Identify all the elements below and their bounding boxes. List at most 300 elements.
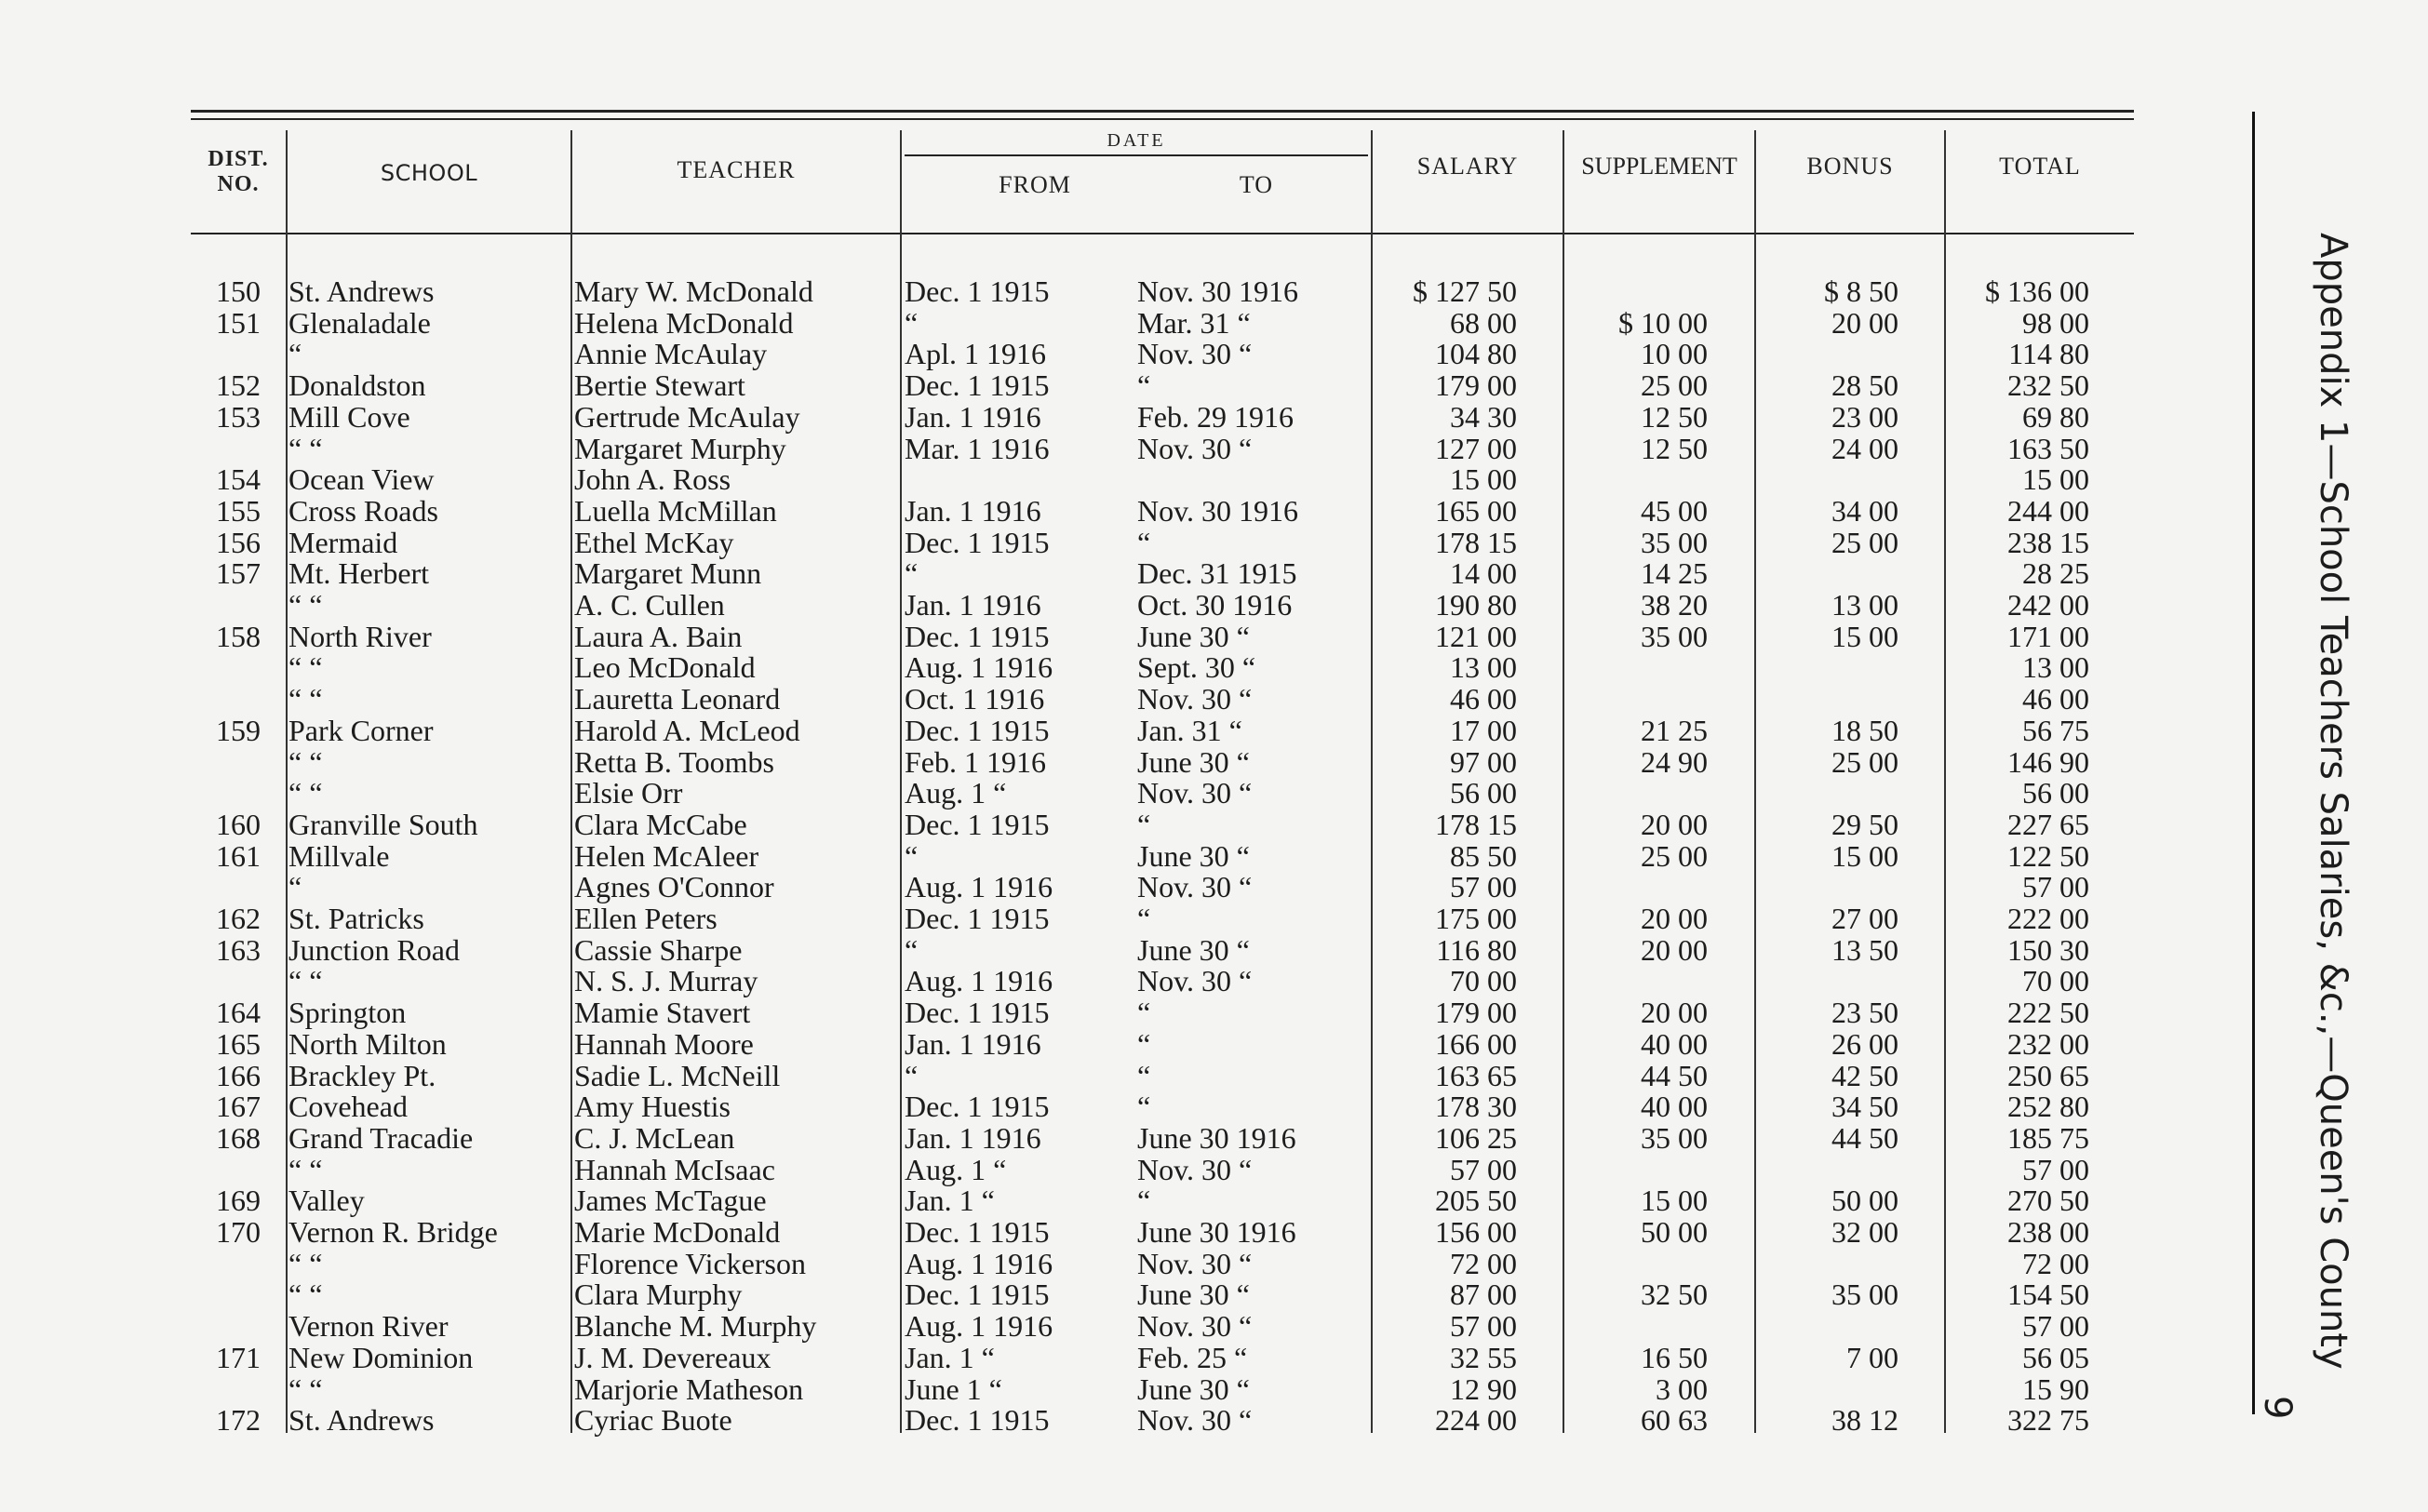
cell-total: 185 75	[2007, 1120, 2089, 1155]
cell-to: Nov. 30 1916	[1137, 274, 1299, 308]
cell-salary: 166 00	[1435, 1026, 1517, 1061]
table-row	[0, 683, 2159, 715]
cell-school: “ “	[288, 964, 323, 998]
table-row	[0, 746, 2159, 778]
cell-from: Jan. 1 1916	[905, 493, 1041, 528]
cell-to: Nov. 30 “	[1137, 776, 1253, 810]
table-row	[0, 621, 2159, 652]
cell-supplement: 20 00	[1641, 902, 1708, 935]
cell-teacher: Luella McMillan	[574, 493, 777, 528]
cell-supplement: 15 00	[1641, 1184, 1708, 1218]
cell-school: Springton	[288, 996, 407, 1030]
cell-total: 98 00	[2022, 305, 2089, 340]
cell-to: Dec. 31 1915	[1137, 556, 1297, 591]
cell-teacher: Harold A. McLeod	[574, 713, 800, 747]
cell-supplement: 20 00	[1641, 807, 1708, 841]
cell-school: Covehead	[288, 1090, 408, 1124]
cell-from: Aug. 1 1916	[905, 870, 1053, 904]
cell-salary: 190 80	[1435, 588, 1517, 622]
cell-total: 222 00	[2007, 902, 2089, 935]
table-row	[0, 1091, 2159, 1122]
cell-school: St. Patricks	[288, 902, 424, 935]
header-dist-no: DIST. NO.	[208, 147, 269, 196]
cell-supplement: 35 00	[1641, 525, 1708, 559]
cell-teacher: Blanche M. Murphy	[574, 1309, 817, 1344]
cell-bonus: 34 00	[1831, 493, 1898, 528]
cell-dist: 152	[216, 368, 261, 403]
cell-supplement: 40 00	[1641, 1090, 1708, 1124]
cell-to: “	[1137, 1058, 1151, 1092]
cell-dist: 162	[216, 902, 261, 935]
cell-supplement: 21 25	[1641, 713, 1708, 747]
cell-teacher: Retta B. Toombs	[574, 744, 774, 779]
table-row	[0, 1342, 2159, 1373]
cell-bonus: 23 50	[1831, 996, 1898, 1030]
cell-teacher: Clara Murphy	[574, 1278, 743, 1312]
cell-to: June 30 1916	[1137, 1120, 1296, 1155]
cell-dist: 160	[216, 807, 261, 841]
cell-teacher: Florence Vickerson	[574, 1246, 806, 1280]
cell-to: “	[1137, 807, 1151, 841]
cell-total: 57 00	[2022, 1309, 2089, 1344]
table-row	[0, 1028, 2159, 1060]
cell-school: Ocean View	[288, 462, 435, 497]
cell-total: 232 50	[2007, 368, 2089, 403]
cell-from: Aug. 1 1916	[905, 1309, 1053, 1344]
cell-total: 250 65	[2007, 1058, 2089, 1092]
cell-salary: $ 127 50	[1413, 274, 1517, 308]
cell-from: Dec. 1 1915	[905, 1403, 1050, 1438]
cell-school: Mermaid	[288, 525, 398, 559]
cell-supplement: 12 50	[1641, 399, 1708, 434]
cell-school: “ “	[288, 776, 323, 810]
cell-from: Dec. 1 1915	[905, 996, 1050, 1030]
cell-supplement: 35 00	[1641, 619, 1708, 653]
cell-dist: 154	[216, 462, 261, 497]
cell-bonus: 38 12	[1831, 1403, 1898, 1438]
cell-to: Nov. 30 “	[1137, 682, 1253, 716]
cell-supplement: 14 25	[1641, 556, 1708, 591]
cell-salary: 85 50	[1450, 838, 1517, 873]
table-row	[0, 840, 2159, 872]
cell-dist: 156	[216, 525, 261, 559]
cell-bonus: 23 00	[1831, 399, 1898, 434]
cell-salary: 156 00	[1435, 1215, 1517, 1249]
cell-dist: 171	[216, 1340, 261, 1374]
cell-salary: 13 00	[1450, 650, 1517, 685]
cell-school: North River	[288, 619, 432, 653]
cell-to: Sept. 30 “	[1137, 650, 1256, 685]
cell-salary: 17 00	[1450, 713, 1517, 747]
cell-total: 146 90	[2007, 744, 2089, 779]
cell-school: North Milton	[288, 1026, 447, 1061]
table-row	[0, 401, 2159, 433]
cell-dist: 164	[216, 996, 261, 1030]
cell-salary: 57 00	[1450, 1309, 1517, 1344]
cell-teacher: Amy Huestis	[574, 1090, 731, 1124]
table-row	[0, 275, 2159, 307]
cell-teacher: Agnes O'Connor	[574, 870, 774, 904]
cell-total: 56 05	[2022, 1340, 2089, 1374]
cell-teacher: Bertie Stewart	[574, 368, 745, 403]
cell-to: “	[1137, 368, 1151, 403]
header-date: DATE	[1107, 130, 1166, 151]
cell-total: 56 75	[2022, 713, 2089, 747]
cell-bonus: 25 00	[1831, 744, 1898, 779]
cell-teacher: Lauretta Leonard	[574, 682, 781, 716]
cell-supplement: 10 00	[1641, 337, 1708, 371]
cell-total: 227 65	[2007, 807, 2089, 841]
table-row	[0, 589, 2159, 621]
table-row	[0, 934, 2159, 966]
cell-to: Feb. 25 “	[1137, 1340, 1248, 1374]
cell-bonus: 18 50	[1831, 713, 1898, 747]
cell-to: Jan. 31 “	[1137, 713, 1242, 747]
date-subrule	[905, 154, 1368, 156]
cell-dist: 159	[216, 713, 261, 747]
cell-supplement: 20 00	[1641, 932, 1708, 967]
cell-school: “ “	[288, 588, 323, 622]
cell-to: Nov. 30 “	[1137, 1403, 1253, 1438]
cell-salary: 165 00	[1435, 493, 1517, 528]
header-total: TOTAL	[1999, 153, 2081, 180]
cell-teacher: Annie McAulay	[574, 337, 768, 371]
cell-from: June 1 “	[905, 1372, 1002, 1406]
cell-salary: 205 50	[1435, 1184, 1517, 1218]
cell-total: 56 00	[2022, 776, 2089, 810]
cell-school: Mill Cove	[288, 399, 410, 434]
cell-from: “	[905, 556, 919, 591]
cell-total: 270 50	[2007, 1184, 2089, 1218]
cell-bonus: 15 00	[1831, 838, 1898, 873]
cell-supplement: 16 50	[1641, 1340, 1708, 1374]
cell-from: Jan. 1 1916	[905, 399, 1041, 434]
cell-supplement: 40 00	[1641, 1026, 1708, 1061]
cell-salary: 34 30	[1450, 399, 1517, 434]
cell-salary: 46 00	[1450, 682, 1517, 716]
cell-from: Dec. 1 1915	[905, 368, 1050, 403]
cell-total: 13 00	[2022, 650, 2089, 685]
cell-school: Cross Roads	[288, 493, 438, 528]
cell-total: $ 136 00	[1985, 274, 2089, 308]
cell-bonus: 35 00	[1831, 1278, 1898, 1312]
cell-school: Grand Tracadie	[288, 1120, 474, 1155]
cell-from: “	[905, 305, 919, 340]
cell-salary: 178 15	[1435, 807, 1517, 841]
cell-salary: 97 00	[1450, 744, 1517, 779]
cell-from: Mar. 1 1916	[905, 431, 1050, 465]
cell-teacher: C. J. McLean	[574, 1120, 735, 1155]
table-row	[0, 527, 2159, 558]
cell-dist: 155	[216, 493, 261, 528]
cell-bonus: 15 00	[1831, 619, 1898, 653]
cell-from: Jan. 1 1916	[905, 1026, 1041, 1061]
cell-to: “	[1137, 1090, 1151, 1124]
table-row	[0, 557, 2159, 589]
top-rule-2	[191, 118, 2134, 120]
cell-school: “ “	[288, 650, 323, 685]
cell-from: Dec. 1 1915	[905, 902, 1050, 935]
cell-teacher: John A. Ross	[574, 462, 731, 497]
cell-salary: 163 65	[1435, 1058, 1517, 1092]
cell-from: Jan. 1 1916	[905, 1120, 1041, 1155]
table-row	[0, 495, 2159, 527]
cell-school: “	[288, 870, 302, 904]
cell-to: June 30 “	[1137, 744, 1250, 779]
table-row	[0, 369, 2159, 401]
cell-from: Dec. 1 1915	[905, 1278, 1050, 1312]
cell-salary: 87 00	[1450, 1278, 1517, 1312]
cell-supplement: 45 00	[1641, 493, 1708, 528]
cell-school: New Dominion	[288, 1340, 474, 1374]
cell-salary: 175 00	[1435, 902, 1517, 935]
cell-supplement: 12 50	[1641, 431, 1708, 465]
cell-from: Dec. 1 1915	[905, 1090, 1050, 1124]
cell-total: 69 80	[2022, 399, 2089, 434]
cell-total: 15 90	[2022, 1372, 2089, 1406]
cell-dist: 165	[216, 1026, 261, 1061]
cell-teacher: Cyriac Buote	[574, 1403, 732, 1438]
cell-bonus: 25 00	[1831, 525, 1898, 559]
cell-supplement: 44 50	[1641, 1058, 1708, 1092]
cell-total: 122 50	[2007, 838, 2089, 873]
cell-school: St. Andrews	[288, 274, 435, 308]
cell-to: Nov. 30 “	[1137, 337, 1253, 371]
cell-dist: 157	[216, 556, 261, 591]
header-school: SCHOOL	[380, 160, 478, 186]
table-row	[0, 777, 2159, 809]
table-row	[0, 1310, 2159, 1342]
cell-to: “	[1137, 1184, 1151, 1218]
cell-from: Aug. 1 “	[905, 1152, 1007, 1186]
cell-school: “ “	[288, 1152, 323, 1186]
cell-total: 154 50	[2007, 1278, 2089, 1312]
cell-total: 15 00	[2022, 462, 2089, 497]
cell-teacher: Elsie Orr	[574, 776, 683, 810]
cell-total: 28 25	[2022, 556, 2089, 591]
cell-from: “	[905, 838, 919, 873]
cell-bonus: 13 50	[1831, 932, 1898, 967]
cell-salary: 224 00	[1435, 1403, 1517, 1438]
cell-salary: 15 00	[1450, 462, 1517, 497]
cell-salary: 72 00	[1450, 1246, 1517, 1280]
cell-from: “	[905, 1058, 919, 1092]
cell-dist: 151	[216, 305, 261, 340]
cell-dist: 172	[216, 1403, 261, 1438]
header-from: FROM	[999, 171, 1071, 198]
cell-teacher: Hannah Moore	[574, 1026, 754, 1061]
cell-teacher: Marjorie Matheson	[574, 1372, 804, 1406]
cell-school: “ “	[288, 682, 323, 716]
cell-bonus: 24 00	[1831, 431, 1898, 465]
cell-to: “	[1137, 525, 1151, 559]
cell-school: “ “	[288, 1246, 323, 1280]
cell-to: June 30 “	[1137, 1372, 1250, 1406]
header-teacher: TEACHER	[677, 156, 796, 183]
cell-total: 150 30	[2007, 932, 2089, 967]
side-title: Appendix 1—School Teachers Salaries, &c.,—Queen's County	[2312, 233, 2354, 1370]
cell-salary: 57 00	[1450, 1152, 1517, 1186]
table-row	[0, 715, 2159, 746]
cell-to: “	[1137, 1026, 1151, 1061]
cell-bonus: 29 50	[1831, 807, 1898, 841]
cell-to: “	[1137, 902, 1151, 935]
cell-from: Apl. 1 1916	[905, 337, 1046, 371]
cell-bonus: 20 00	[1831, 305, 1898, 340]
cell-school: Vernon R. Bridge	[288, 1215, 498, 1249]
cell-school: Millvale	[288, 838, 390, 873]
cell-bonus: 13 00	[1831, 588, 1898, 622]
header-to: TO	[1239, 171, 1274, 198]
cell-supplement: 50 00	[1641, 1215, 1708, 1249]
cell-supplement: 24 90	[1641, 744, 1708, 779]
cell-to: June 30 “	[1137, 1278, 1250, 1312]
cell-dist: 167	[216, 1090, 261, 1124]
cell-to: Nov. 30 “	[1137, 1309, 1253, 1344]
cell-to: June 30 1916	[1137, 1215, 1296, 1249]
cell-school: Donaldston	[288, 368, 426, 403]
table-row	[0, 433, 2159, 464]
table-row	[0, 338, 2159, 369]
cell-salary: 56 00	[1450, 776, 1517, 810]
cell-teacher: A. C. Cullen	[574, 588, 725, 622]
cell-school: Glenaladale	[288, 305, 431, 340]
cell-supplement: 38 20	[1641, 588, 1708, 622]
cell-dist: 168	[216, 1120, 261, 1155]
cell-salary: 179 00	[1435, 996, 1517, 1030]
cell-teacher: Mary W. McDonald	[574, 274, 813, 308]
cell-dist: 170	[216, 1215, 261, 1249]
cell-total: 72 00	[2022, 1246, 2089, 1280]
cell-total: 322 75	[2007, 1403, 2089, 1438]
cell-to: Nov. 30 “	[1137, 431, 1253, 465]
table-row	[0, 651, 2159, 683]
cell-to: Mar. 31 “	[1137, 305, 1251, 340]
header-supplement: SUPPLEMENT	[1581, 153, 1737, 180]
cell-school: St. Andrews	[288, 1403, 435, 1438]
cell-school: Mt. Herbert	[288, 556, 430, 591]
cell-from: Dec. 1 1915	[905, 274, 1050, 308]
cell-from: Dec. 1 1915	[905, 807, 1050, 841]
cell-salary: 121 00	[1435, 619, 1517, 653]
cell-teacher: Cassie Sharpe	[574, 932, 743, 967]
cell-teacher: Marie McDonald	[574, 1215, 781, 1249]
cell-from: Oct. 1 1916	[905, 682, 1045, 716]
table-row	[0, 965, 2159, 997]
cell-school: Brackley Pt.	[288, 1058, 436, 1092]
cell-from: Dec. 1 1915	[905, 619, 1050, 653]
cell-teacher: Ethel McKay	[574, 525, 734, 559]
cell-salary: 14 00	[1450, 556, 1517, 591]
cell-teacher: Hannah McIsaac	[574, 1152, 775, 1186]
table-row	[0, 1060, 2159, 1091]
cell-dist: 161	[216, 838, 261, 873]
cell-salary: 68 00	[1450, 305, 1517, 340]
cell-from: “	[905, 932, 919, 967]
top-rule	[191, 110, 2134, 113]
cell-to: June 30 “	[1137, 838, 1250, 873]
cell-salary: 179 00	[1435, 368, 1517, 403]
cell-dist: 150	[216, 274, 261, 308]
cell-teacher: Margaret Murphy	[574, 431, 786, 465]
cell-salary: 127 00	[1435, 431, 1517, 465]
cell-to: Nov. 30 “	[1137, 1246, 1253, 1280]
table-row	[0, 1278, 2159, 1310]
cell-dist: 166	[216, 1058, 261, 1092]
margin-line	[2252, 112, 2255, 1414]
cell-salary: 70 00	[1450, 964, 1517, 998]
cell-teacher: Helen McAleer	[574, 838, 759, 873]
cell-salary: 12 90	[1450, 1372, 1517, 1406]
cell-salary: 32 55	[1450, 1340, 1517, 1374]
cell-supplement: 32 50	[1641, 1278, 1708, 1312]
cell-total: 114 80	[2008, 337, 2089, 371]
table-row	[0, 997, 2159, 1028]
cell-bonus: 50 00	[1831, 1184, 1898, 1218]
cell-to: June 30 “	[1137, 932, 1250, 967]
cell-bonus: 26 00	[1831, 1026, 1898, 1061]
cell-teacher: Helena McDonald	[574, 305, 794, 340]
cell-total: 238 00	[2007, 1215, 2089, 1249]
cell-school: Vernon River	[288, 1309, 449, 1344]
table-row	[0, 1184, 2159, 1216]
cell-teacher: Ellen Peters	[574, 902, 718, 935]
table-row	[0, 1373, 2159, 1405]
cell-to: Nov. 30 “	[1137, 1152, 1253, 1186]
cell-total: 222 50	[2007, 996, 2089, 1030]
cell-to: Feb. 29 1916	[1137, 399, 1294, 434]
cell-supplement: 25 00	[1641, 368, 1708, 403]
cell-total: 244 00	[2007, 493, 2089, 528]
cell-from: Dec. 1 1915	[905, 1215, 1050, 1249]
table-row	[0, 809, 2159, 840]
table-row	[0, 1216, 2159, 1248]
cell-school: Granville South	[288, 807, 478, 841]
cell-teacher: Gertrude McAulay	[574, 399, 800, 434]
cell-salary: 104 80	[1435, 337, 1517, 371]
cell-total: 46 00	[2022, 682, 2089, 716]
cell-teacher: James McTague	[574, 1184, 767, 1218]
cell-salary: 106 25	[1435, 1120, 1517, 1155]
cell-from: Jan. 1 1916	[905, 588, 1041, 622]
cell-school: “ “	[288, 744, 323, 779]
cell-bonus: 44 50	[1831, 1120, 1898, 1155]
table-row	[0, 871, 2159, 903]
cell-from: Aug. 1 1916	[905, 650, 1053, 685]
cell-from: Aug. 1 1916	[905, 964, 1053, 998]
page-number: 9	[2256, 1396, 2299, 1420]
cell-dist: 158	[216, 619, 261, 653]
cell-salary: 178 15	[1435, 525, 1517, 559]
cell-bonus: 34 50	[1831, 1090, 1898, 1124]
cell-bonus: $ 8 50	[1824, 274, 1898, 308]
table-row	[0, 1248, 2159, 1279]
cell-teacher: Laura A. Bain	[574, 619, 743, 653]
cell-bonus: 42 50	[1831, 1058, 1898, 1092]
cell-supplement: 3 00	[1656, 1372, 1708, 1406]
cell-from: Feb. 1 1916	[905, 744, 1046, 779]
cell-dist: 163	[216, 932, 261, 967]
cell-total: 70 00	[2022, 964, 2089, 998]
cell-school: Park Corner	[288, 713, 434, 747]
cell-school: “ “	[288, 431, 323, 465]
cell-salary: 178 30	[1435, 1090, 1517, 1124]
cell-total: 57 00	[2022, 870, 2089, 904]
cell-to: Nov. 30 “	[1137, 870, 1253, 904]
cell-total: 252 80	[2007, 1090, 2089, 1124]
cell-teacher: Sadie L. McNeill	[574, 1058, 781, 1092]
cell-from: Dec. 1 1915	[905, 525, 1050, 559]
